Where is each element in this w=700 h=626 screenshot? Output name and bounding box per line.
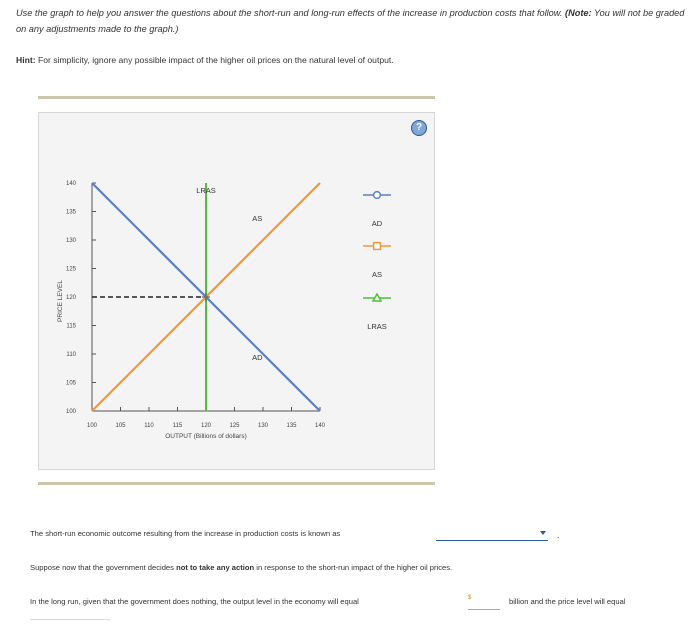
x-tick-label: 135 <box>286 423 297 429</box>
question-3-pre: In the long run, given that the government does nothing, the output level in the economy will equal <box>30 597 359 606</box>
chevron-down-icon <box>540 531 546 535</box>
question-1-text: The short-run economic outcome resulting from the increase in production costs is known as <box>30 529 341 538</box>
legend-label-lras: LRAS <box>367 322 387 331</box>
y-tick-label: 105 <box>65 380 76 387</box>
question-2-bold: not to take any action <box>176 563 255 572</box>
x-tick-label: 100 <box>86 423 98 429</box>
y-tick-label: 110 <box>66 352 76 358</box>
legend-label-ad: AD <box>371 219 383 228</box>
hint-label: Hint: <box>16 55 36 65</box>
price-level-input[interactable] <box>30 619 110 620</box>
x-tick-label: 130 <box>257 423 269 429</box>
x-axis-title: OUTPUT (Billions of dollars) <box>165 433 247 440</box>
x-tick-label: 140 <box>314 423 326 429</box>
x-tick-label: 125 <box>229 423 240 429</box>
x-tick-label: 110 <box>144 423 154 429</box>
curve-label-as: AS <box>252 214 263 223</box>
question-2-post: in response to the short-run impact of the higher oil prices. <box>256 563 453 572</box>
y-tick-label: 100 <box>65 409 76 415</box>
legend-label-as: AS <box>371 270 383 279</box>
y-tick-label: 140 <box>65 181 76 187</box>
y-axis-title: PRICE LEVEL <box>57 280 64 322</box>
outcome-dropdown[interactable] <box>436 526 548 541</box>
y-tick-label: 115 <box>66 323 76 330</box>
note-text: You will not be graded on any adjustments made to the graph.) <box>16 8 685 34</box>
square-marker-icon[interactable] <box>374 243 381 250</box>
curve-label-lras: LRAS <box>196 186 216 195</box>
y-tick-label: 130 <box>65 238 76 244</box>
question-2 <box>30 563 452 572</box>
circle-marker-icon[interactable] <box>374 192 381 199</box>
curve-label-ad: AD <box>252 353 263 362</box>
question-1 <box>30 529 340 538</box>
y-tick-label: 120 <box>65 295 76 301</box>
question-3-tail <box>509 597 626 606</box>
currency-symbol: $ <box>468 595 472 601</box>
instructions-text: Use the graph to help you answer the questions about the short-run and long-run effects of the increase in production costs that follow. <box>16 8 563 18</box>
question-2-pre: Suppose now that the government decides <box>30 563 174 572</box>
triangle-marker-icon[interactable] <box>373 294 381 301</box>
bottom-divider <box>38 482 435 485</box>
x-tick-label: 115 <box>172 423 183 429</box>
question-3-post: billion and the price level will equal <box>509 597 626 606</box>
y-tick-label: 135 <box>65 209 76 216</box>
x-tick-label: 105 <box>115 423 126 429</box>
help-button[interactable]: ? <box>411 120 427 136</box>
question-1-period: . <box>557 530 560 540</box>
hint-text: For simplicity, ignore any possible impact of the higher oil prices on the natural level of output. <box>37 55 394 65</box>
note-label: (Note: <box>565 8 592 18</box>
question-3 <box>30 597 359 606</box>
x-tick-label: 120 <box>200 423 212 429</box>
y-tick-label: 125 <box>65 266 76 273</box>
output-level-input[interactable] <box>468 595 500 610</box>
